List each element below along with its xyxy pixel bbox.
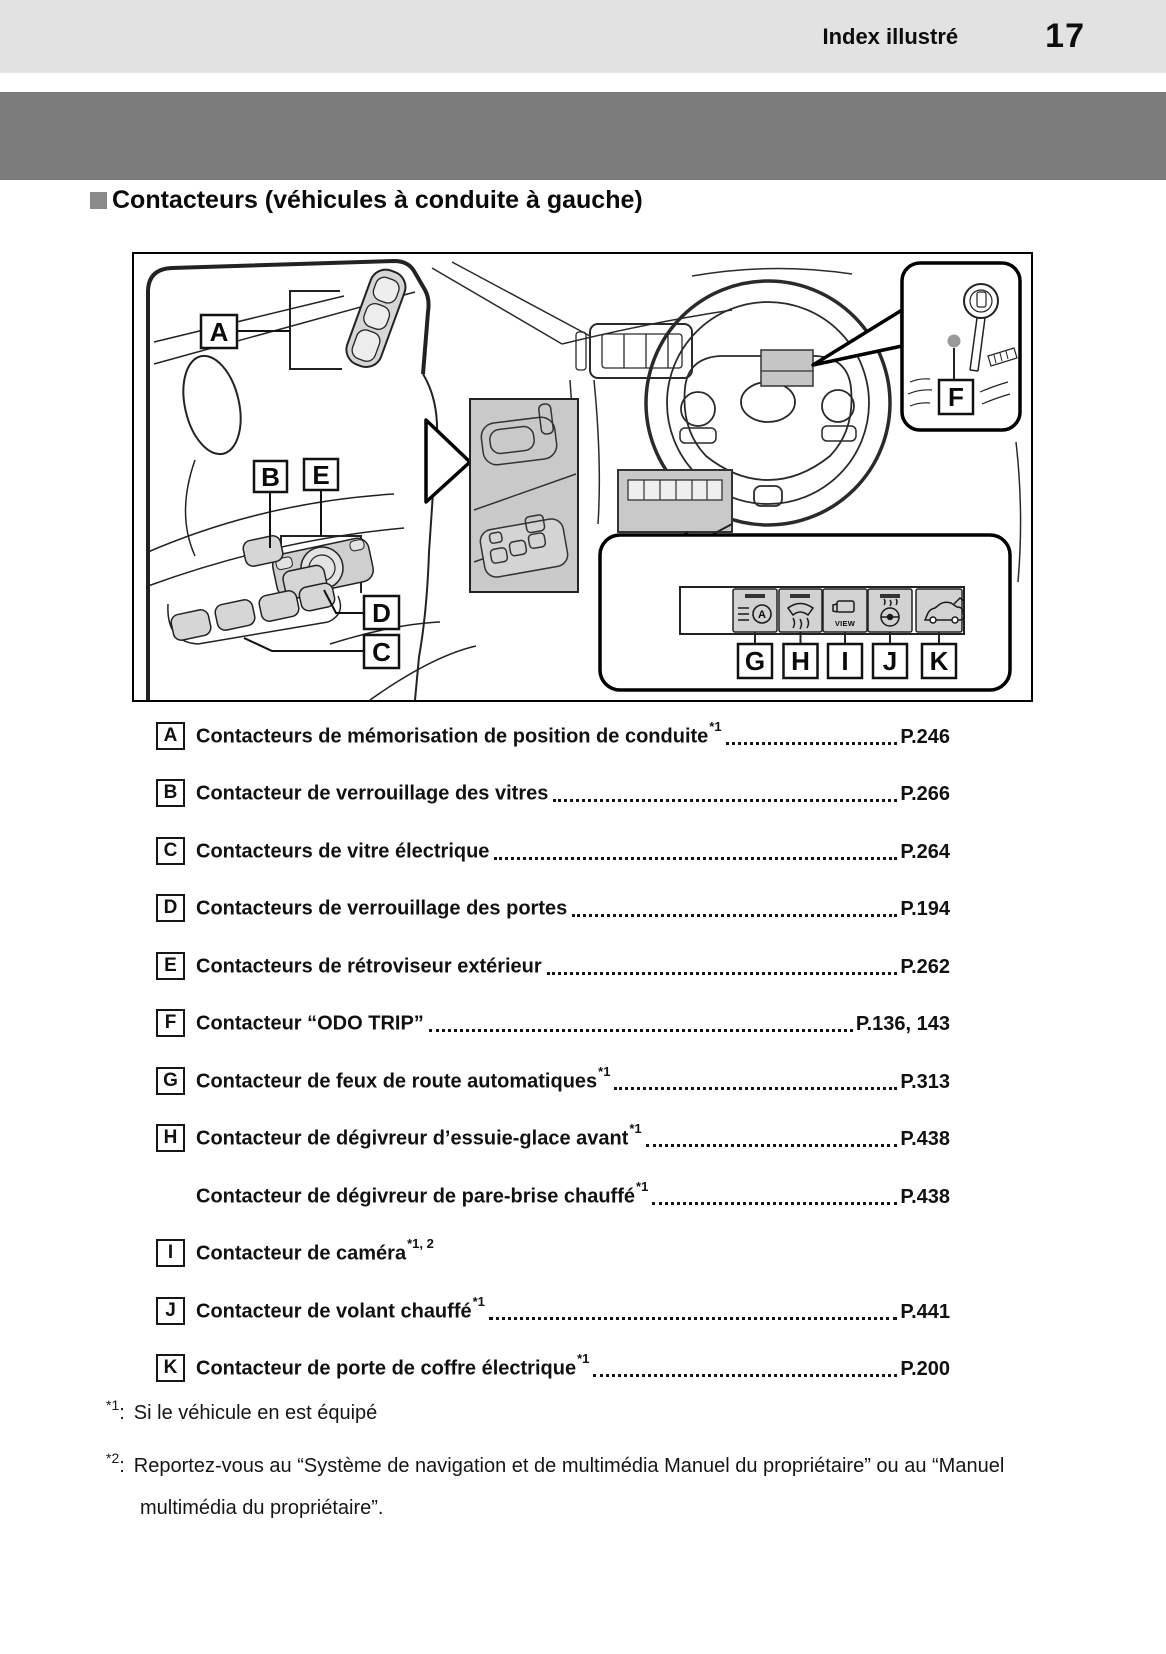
item-label [196, 948, 543, 980]
callout-letter-c: C [372, 637, 391, 667]
dotted-leader [652, 1202, 897, 1205]
callout-letter-i: I [841, 646, 849, 676]
item-letter: G [163, 1070, 178, 1091]
item-label [196, 1350, 589, 1382]
item-page-ref: P.246 [900, 726, 950, 748]
item-letter: H [163, 1127, 178, 1148]
item-letter: E [164, 955, 177, 976]
item-label-text: Contacteur de porte de coffre électrique [196, 1358, 577, 1380]
dotted-leader [429, 1029, 853, 1032]
item-letter-box [156, 1239, 185, 1267]
item-label [196, 718, 722, 750]
item-letter-box [156, 779, 185, 807]
footnote-2 [106, 1438, 1040, 1529]
defogger-button [779, 589, 822, 632]
item-letter-box [156, 1297, 185, 1325]
header-title: Index illustré [822, 23, 959, 49]
item-label [196, 1063, 610, 1095]
cockpit-illustration [132, 252, 1033, 702]
item-sup: *1 [709, 719, 722, 735]
item-letter: A [163, 725, 178, 746]
callout-letter-a: A [209, 317, 229, 347]
item-sup: *1 [636, 1179, 649, 1195]
item-letter-box [156, 1124, 185, 1152]
cockpit-illustration-svg [132, 252, 1033, 702]
callout-letter-b: B [261, 462, 280, 492]
item-page-ref: P.262 [900, 956, 950, 978]
list-item [156, 1121, 950, 1152]
callout-letter-j: J [882, 646, 898, 676]
item-letter: I [167, 1242, 174, 1263]
item-label [196, 890, 568, 922]
item-label-text: Contacteurs de mémorisation de position de conduite [196, 726, 709, 748]
callout-letter-f: F [948, 382, 964, 412]
power-back-door-button [916, 589, 964, 632]
dotted-leader [726, 742, 898, 745]
list-item [156, 1009, 950, 1037]
chapter-banner [0, 92, 1166, 180]
dotted-leader [572, 914, 897, 917]
index-list [156, 719, 950, 1402]
item-label [196, 1120, 642, 1152]
footnote-1 [106, 1392, 1040, 1427]
odo-trip-button [948, 335, 961, 348]
list-item [156, 952, 950, 980]
item-letter: C [163, 840, 178, 861]
callout-letter-e: E [312, 460, 330, 490]
item-letter-box [156, 837, 185, 865]
callout-letter-h: H [791, 646, 810, 676]
dotted-leader [593, 1374, 897, 1377]
item-sup: *1 [629, 1121, 642, 1137]
footnote-text: Reportez-vous au “Système de navigation et de multimédia Manuel du propriétaire” ou au “Manuel multimédia du propriétaire”. [133, 1454, 1005, 1519]
dotted-leader [646, 1144, 898, 1147]
item-letter-box [156, 894, 185, 922]
camera-view-button [823, 589, 867, 632]
item-letter-box [156, 722, 185, 750]
section-marker-square [90, 192, 107, 209]
view-label: VIEW [834, 619, 856, 628]
item-sup: *1 [577, 1351, 590, 1367]
dotted-leader [553, 799, 897, 802]
switch-row-inset [600, 535, 1010, 690]
item-letter-box [156, 952, 185, 980]
list-item [156, 1294, 950, 1325]
list-item [156, 837, 950, 865]
item-letter: B [163, 782, 178, 803]
auto-a-label: A [758, 609, 766, 621]
item-label-text: Contacteur de caméra [196, 1243, 407, 1265]
callout-letter-d: D [372, 598, 391, 628]
item-label-text: Contacteur de feux de route automatiques [196, 1071, 598, 1093]
list-item-continuation [156, 1179, 950, 1210]
item-label [196, 1005, 425, 1037]
list-item [156, 779, 950, 807]
item-label [196, 1235, 434, 1267]
list-item [156, 894, 950, 922]
item-page-ref: P.438 [900, 1186, 950, 1208]
footnote-marker [106, 1397, 125, 1424]
callout-letter-k: K [929, 646, 949, 676]
list-item [156, 1351, 950, 1382]
dotted-leader [494, 857, 897, 860]
item-sup: *1, 2 [407, 1236, 434, 1252]
item-letter-box [156, 1009, 185, 1037]
list-item [156, 1064, 950, 1095]
list-item [156, 719, 950, 750]
item-page-ref: P.200 [900, 1358, 950, 1380]
item-label-text: Contacteur de volant chauffé [196, 1301, 472, 1323]
item-sup: *1 [472, 1294, 485, 1310]
callout-letter-g: G [744, 646, 766, 676]
auto-high-beam-button [733, 589, 777, 632]
meter-display [761, 350, 813, 386]
item-letter: D [163, 897, 178, 918]
item-label-text: Contacteur de dégivreur de pare-brise chauffé [196, 1186, 636, 1208]
item-label-text: Contacteurs de vitre électrique [196, 841, 490, 863]
item-label-text: Contacteurs de rétroviseur extérieur [196, 956, 542, 978]
list-item [156, 1236, 950, 1267]
footnote-marker-text: *1 [106, 1397, 120, 1413]
item-page-ref: P.438 [900, 1128, 950, 1150]
dotted-leader [614, 1087, 897, 1090]
section-title [90, 186, 643, 215]
item-label-text: Contacteur de verrouillage des vitres [196, 783, 549, 805]
item-page-ref: P.136, 143 [855, 1013, 950, 1035]
item-page-ref: P.266 [900, 783, 950, 805]
item-label-text: Contacteur “ODO TRIP” [196, 1013, 424, 1035]
item-page-ref: P.194 [900, 898, 950, 920]
item-label-text: Contacteur de dégivreur d’essuie-glace avant [196, 1128, 629, 1150]
item-letter: K [163, 1357, 178, 1378]
page-number: 17 [1045, 17, 1085, 55]
item-letter-box [156, 1354, 185, 1382]
heated-steering-button [868, 589, 912, 632]
page-header [0, 0, 1166, 73]
item-sup: *1 [598, 1064, 611, 1080]
item-letter: F [164, 1012, 177, 1033]
item-label [196, 1178, 648, 1210]
item-letter: J [165, 1300, 176, 1321]
item-label-text: Contacteurs de verrouillage des portes [196, 898, 568, 920]
footnote-text: Si le véhicule en est équipé [133, 1401, 378, 1424]
item-label [196, 1293, 485, 1325]
dotted-leader [489, 1317, 897, 1320]
item-page-ref: P.441 [900, 1301, 950, 1323]
footnote-marker [106, 1450, 125, 1477]
item-page-ref: P.313 [900, 1071, 950, 1093]
item-letter-box [156, 1067, 185, 1095]
section-title-text: Contacteurs (véhicules à conduite à gauche) [112, 186, 643, 214]
item-label [196, 775, 549, 807]
dotted-leader [547, 972, 898, 975]
item-page-ref: P.264 [900, 841, 950, 863]
footnote-marker-text: *2 [106, 1450, 120, 1466]
item-label [196, 833, 490, 865]
